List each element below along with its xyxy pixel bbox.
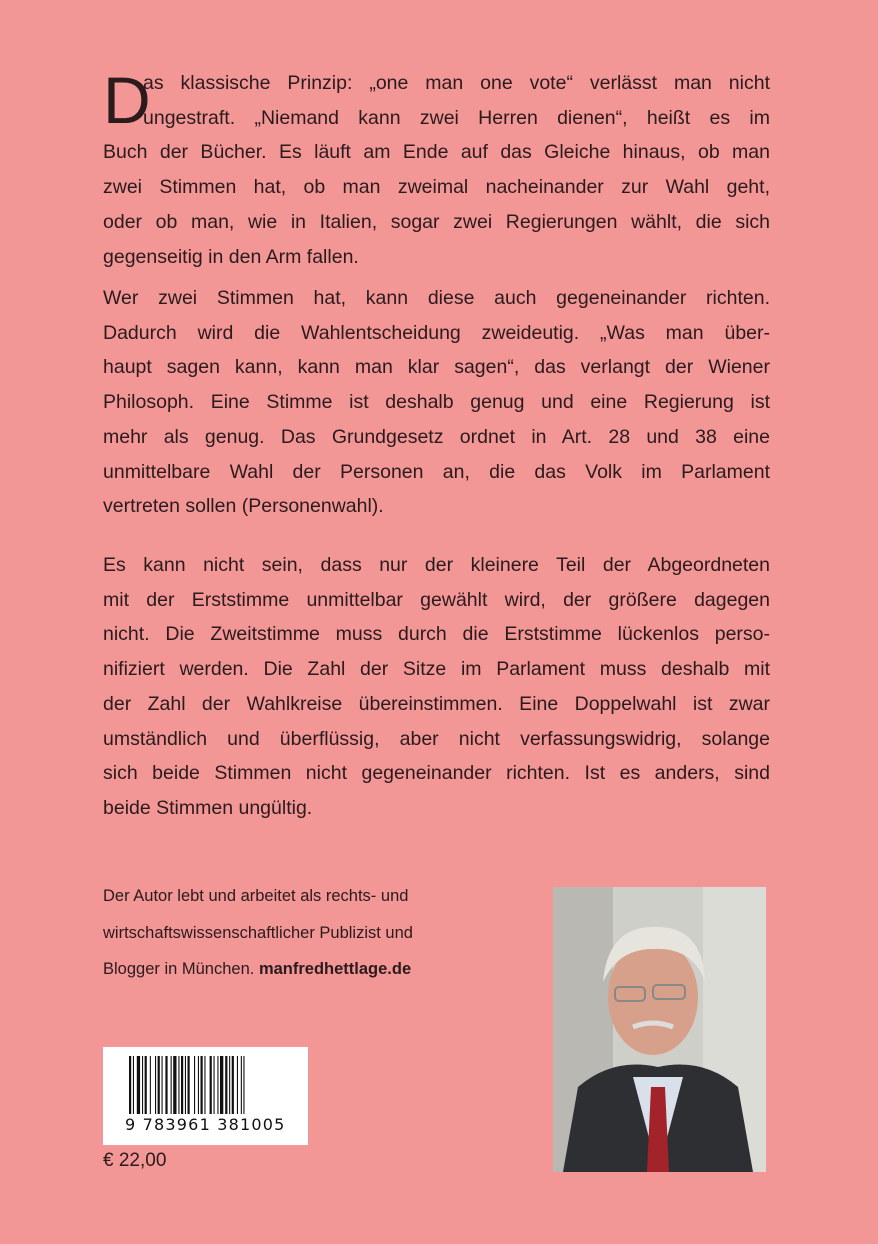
- barcode-bar: [204, 1056, 205, 1114]
- barcode-bar: [150, 1056, 151, 1114]
- text-line: unmittelbare Wahl der Personen an, die das Volk im Parlament: [103, 460, 770, 483]
- barcode-bar: [129, 1056, 131, 1114]
- barcode-bar: [201, 1056, 203, 1114]
- text-line: Wer zwei Stimmen hat, kann diese auch gegeneinander richten.: [103, 287, 770, 309]
- text-line: Buch der Bücher. Es läuft am Ende auf das Gleiche hinaus, ob man: [103, 141, 770, 164]
- barcode-bar: [198, 1056, 199, 1114]
- author-bio-line: Der Autor lebt und arbeitet als rechts- und: [103, 887, 409, 905]
- barcode-bar: [243, 1056, 244, 1114]
- blurb-paragraph-3: [103, 548, 770, 826]
- barcode-bar: [133, 1056, 134, 1114]
- text-line: nicht. Die Zweitstimme muss durch die Erststimme lückenlos perso-: [103, 623, 770, 646]
- text-line: vertreten sollen (Personenwahl).: [103, 495, 384, 518]
- text-line: der Zahl der Wahlkreise übereinstimmen. Eine Doppelwahl ist zwar: [103, 692, 770, 715]
- barcode-bar: [181, 1056, 183, 1114]
- barcode-bar: [229, 1056, 230, 1114]
- text-line: beide Stimmen ungültig.: [103, 796, 313, 819]
- text-line: sich beide Stimmen nicht gegeneinander richten. Ist es anders, sind: [103, 762, 770, 785]
- blurb-paragraph-2: [103, 281, 770, 524]
- barcode-bar: [137, 1056, 140, 1114]
- text-line: gegenseitig in den Arm fallen.: [103, 245, 359, 268]
- text-line: mehr als genug. Das Grundgesetz ordnet in Art. 28 und 38 eine: [103, 425, 770, 448]
- isbn-barcode: [103, 1047, 308, 1145]
- text-line: Dadurch wird die Wahlentscheidung zweideutig. „Was man über-: [103, 321, 770, 344]
- isbn-number: 9 783961 381005: [125, 1115, 286, 1134]
- price: € 22,00: [103, 1150, 167, 1171]
- text-line: nifiziert werden. Die Zahl der Sitze im Parlament muss deshalb mit: [103, 658, 770, 681]
- barcode-bar: [162, 1056, 163, 1114]
- barcode-bar: [232, 1056, 234, 1114]
- barcode-bar: [214, 1056, 215, 1114]
- text-line: haupt sagen kann, kann man klar sagen“, das verlangt der Wiener: [103, 356, 770, 379]
- barcode-bar: [178, 1056, 179, 1114]
- barcode-bar: [158, 1056, 160, 1114]
- text-line: mit der Erststimme unmittelbar gewählt wird, der größere dagegen: [103, 588, 770, 611]
- barcode-bar: [217, 1056, 218, 1114]
- text-line: umständlich und überflüssig, aber nicht verfassungswidrig, solange: [103, 727, 770, 750]
- barcode-bar: [171, 1056, 172, 1114]
- barcode-bar: [188, 1056, 190, 1114]
- barcode-bar: [210, 1056, 212, 1114]
- author-bio-line: wirtschaftswissenschaftlicher Publizist und: [103, 923, 413, 942]
- drop-cap: D: [103, 63, 151, 137]
- text-line: zwei Stimmen hat, ob man zweimal nacheinander zur Wahl geht,: [103, 176, 770, 199]
- author-bio-text: Blogger in München.: [103, 960, 255, 978]
- text-line: Es kann nicht sein, dass nur der kleinere Teil der Abgeordneten: [103, 554, 770, 576]
- text-line: as klassische Prinzip: „one man one vote“ verlässt man nicht: [143, 72, 770, 94]
- text-line: Philosoph. Eine Stimme ist deshalb genug und eine Regierung ist: [103, 391, 770, 414]
- blurb-paragraph-1: [103, 63, 770, 274]
- barcode-bar: [165, 1056, 167, 1114]
- barcode-bar: [237, 1056, 238, 1114]
- barcode-bar: [241, 1056, 242, 1114]
- text-line: oder ob man, wie in Italien, sogar zwei Regierungen wählt, die sich: [103, 210, 770, 233]
- author-photo: [553, 887, 766, 1172]
- barcode-bar: [142, 1056, 143, 1114]
- barcode-bar: [194, 1056, 195, 1114]
- text-line: ungestraft. „Niemand kann zwei Herren dienen“, heißt es im: [143, 106, 770, 129]
- author-bio: [103, 878, 503, 988]
- barcode-bar: [185, 1056, 186, 1114]
- author-website-link[interactable]: manfredhettlage.de: [258, 960, 412, 978]
- barcode-bar: [173, 1056, 176, 1114]
- barcode-bar: [220, 1056, 223, 1114]
- author-bio-line: [103, 951, 503, 988]
- barcode-bar: [145, 1056, 147, 1114]
- barcode-bar: [225, 1056, 227, 1114]
- barcode-bar: [155, 1056, 156, 1114]
